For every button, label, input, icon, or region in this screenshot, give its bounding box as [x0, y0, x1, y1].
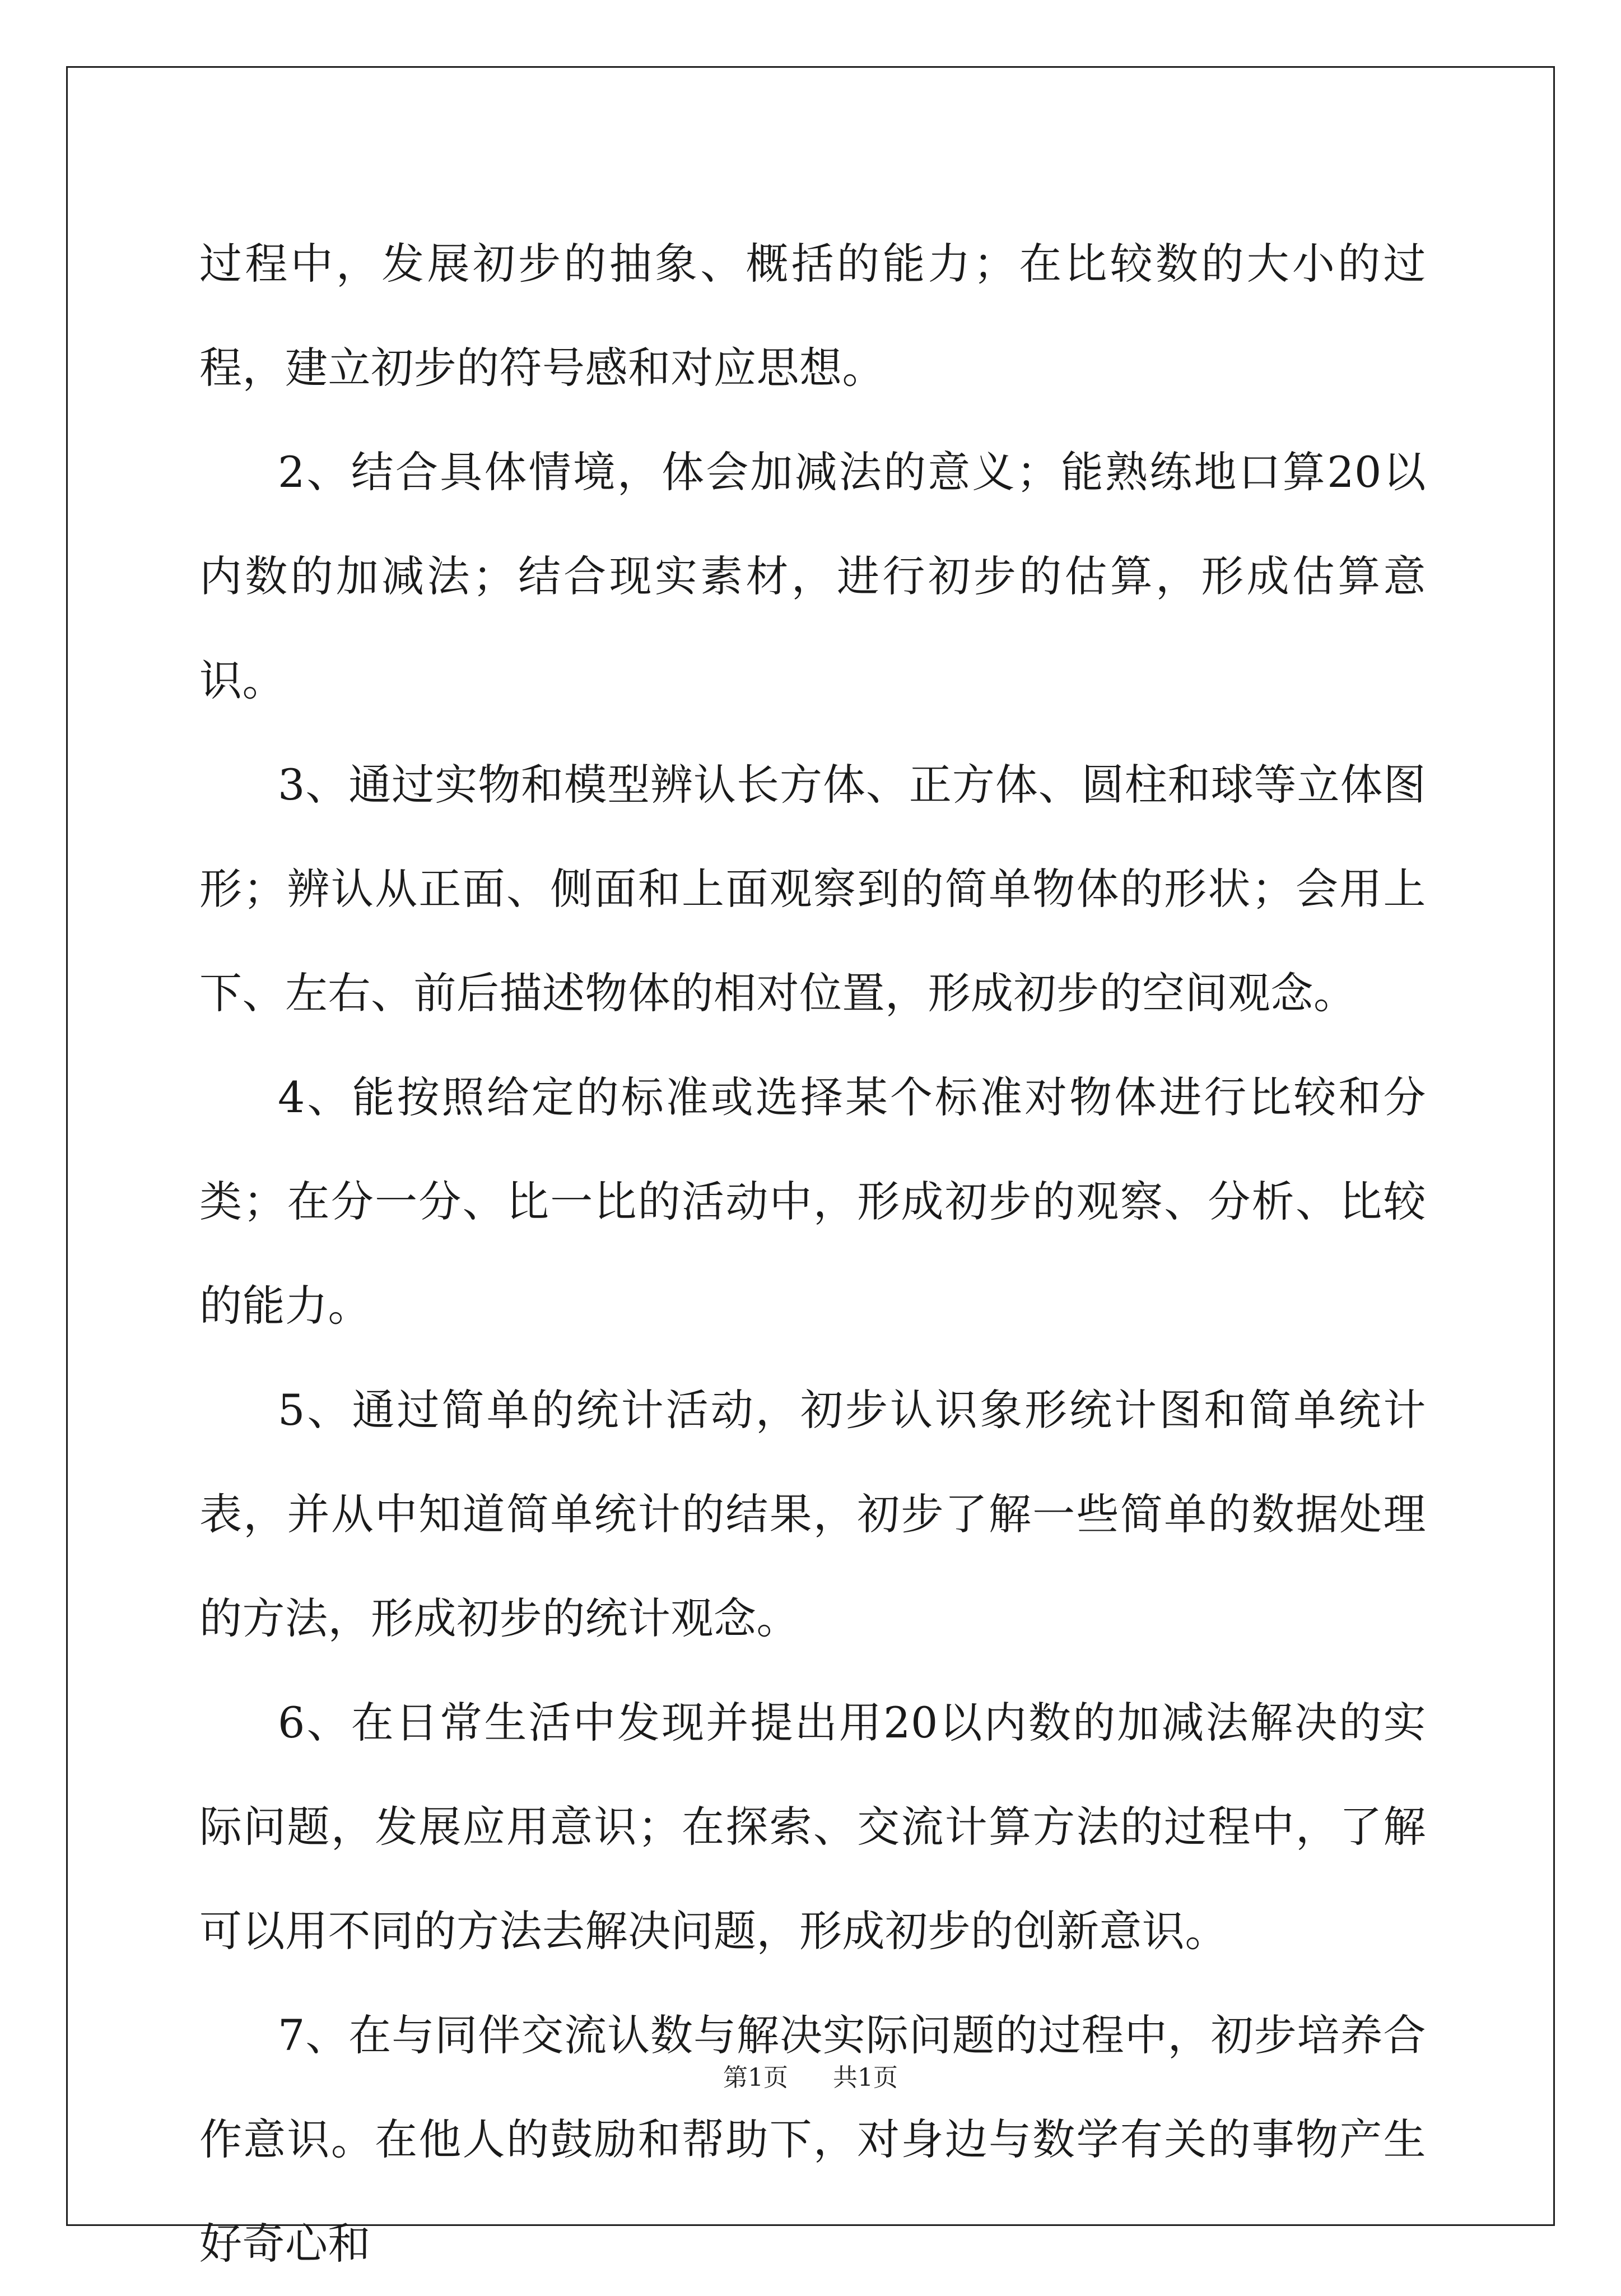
- page-footer: [0, 2057, 1621, 2093]
- paragraph-item-4: 4、能按照给定的标准或选择某个标准对物体进行比较和分类；在分一分、比一比的活动中，形成初步的观察、分析、比较的能力。: [199, 1072, 1426, 1331]
- document-body: [199, 212, 1426, 2296]
- paragraph-item-3: 3、通过实物和模型辨认长方体、正方体、圆柱和球等立体图形；辨认从正面、侧面和上面观察到的简单物体的形状；会用上下、左右、前后描述物体的相对位置，形成初步的空间观念。: [199, 760, 1426, 1018]
- paragraph-item-5: 5、通过简单的统计活动，初步认识象形统计图和简单统计表，并从中知道简单统计的结果，初步了解一些简单的数据处理的方法，形成初步的统计观念。: [199, 1385, 1426, 1643]
- paragraph-item-7: 7、在与同伴交流认数与解决实际问题的过程中，初步培养合作意识。在他人的鼓励和帮助下，对身边与数学有关的事物产生好奇心和: [199, 2010, 1426, 2269]
- paragraph-item-6: 6、在日常生活中发现并提出用20以内数的加减法解决的实际问题，发展应用意识；在探索、交流计算方法的过程中，了解可以用不同的方法去解决问题，形成初步的创新意识。: [199, 1698, 1426, 1956]
- page-number: 第1页: [723, 2063, 788, 2092]
- paragraph-item-2: 2、结合具体情境，体会加减法的意义；能熟练地口算20以内数的加减法；结合现实素材，进行初步的估算，形成估算意识。: [199, 447, 1426, 705]
- paragraph-continued: 过程中，发展初步的抽象、概括的能力；在比较数的大小的过程，建立初步的符号感和对应思想。: [199, 239, 1426, 393]
- page-total: 共1页: [833, 2063, 898, 2092]
